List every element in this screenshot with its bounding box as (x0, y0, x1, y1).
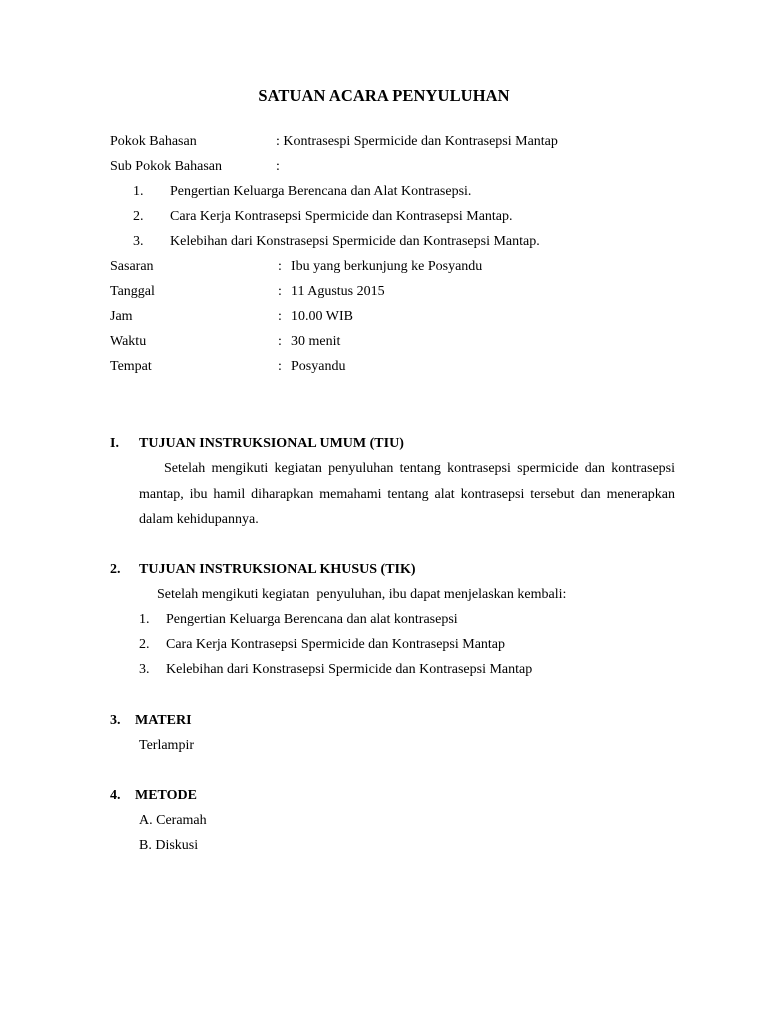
sub-item-text: Pengertian Keluarga Berencana dan Alat Kontrasepsi. (170, 184, 472, 199)
sasaran-value: Ibu yang berkunjung ke Posyandu (291, 259, 483, 274)
sub-item-text: Kelebihan dari Konstrasepsi Spermicide dan Kontrasepsi Mantap. (170, 234, 540, 249)
tempat-label: Tempat (110, 359, 152, 374)
pokok-bahasan-value: : Kontrasespi Spermicide dan Kontrasepsi Mantap (276, 134, 558, 149)
page-title: SATUAN ACARA PENYULUHAN (258, 86, 510, 105)
section-tiu-paragraph-text: Setelah mengikuti kegiatan penyuluhan tentang kontrasepsi spermicide dan kontrasepsi mantap, ibu hamil diharapkan memahami tentang alat kontrasepsi tersebut dan menerapkan dalam kehidupannya. (139, 461, 675, 527)
tanggal-value: 11 Agustus 2015 (291, 284, 385, 299)
tempat-colon: : (278, 359, 282, 374)
section-tik-number: 2. (110, 562, 121, 577)
pokok-bahasan-label: Pokok Bahasan (110, 134, 197, 149)
jam-value: 10.00 WIB (291, 309, 353, 324)
section-materi-text: Terlampir (139, 738, 194, 753)
jam-colon: : (278, 309, 282, 324)
waktu-label: Waktu (110, 334, 147, 349)
sub-pokok-bahasan-colon: : (276, 159, 280, 174)
section-metode-number: 4. (110, 788, 121, 803)
waktu-colon: : (278, 334, 282, 349)
tik-item-text: Cara Kerja Kontrasepsi Spermicide dan Kontrasepsi Mantap (166, 637, 506, 652)
tik-item-text: Kelebihan dari Konstrasepsi Spermicide dan Kontrasepsi Mantap (166, 662, 533, 677)
sub-pokok-bahasan-label: Sub Pokok Bahasan (110, 159, 222, 174)
tanggal-label: Tanggal (110, 284, 155, 299)
jam-label: Jam (110, 309, 133, 324)
section-metode-heading: METODE (135, 788, 197, 803)
section-tiu-paragraph (139, 456, 675, 533)
section-materi-number: 3. (110, 713, 121, 728)
section-materi-heading: MATERI (135, 713, 192, 728)
sub-item-number: 3. (133, 234, 144, 249)
waktu-value: 30 menit (291, 334, 341, 349)
tik-item-text: Pengertian Keluarga Berencana dan alat kontrasepsi (166, 612, 458, 627)
section-tiu-heading: TUJUAN INSTRUKSIONAL UMUM (TIU) (139, 436, 404, 451)
sub-item-text: Cara Kerja Kontrasepsi Spermicide dan Kontrasepsi Mantap. (170, 209, 513, 224)
tik-item-number: 1. (139, 612, 150, 627)
sub-item-number: 1. (133, 184, 144, 199)
tik-item-number: 2. (139, 637, 150, 652)
section-tik-heading: TUJUAN INSTRUKSIONAL KHUSUS (TIK) (139, 562, 416, 577)
sasaran-label: Sasaran (110, 259, 154, 274)
section-tiu-number: I. (110, 436, 119, 451)
tempat-value: Posyandu (291, 359, 346, 374)
sub-item-number: 2. (133, 209, 144, 224)
tik-item-number: 3. (139, 662, 150, 677)
metode-item: B. Diskusi (139, 838, 199, 853)
section-tik-intro: Setelah mengikuti kegiatan penyuluhan, ibu dapat menjelaskan kembali: (157, 587, 567, 602)
metode-item: A. Ceramah (139, 813, 207, 828)
sasaran-colon: : (278, 259, 282, 274)
tanggal-colon: : (278, 284, 282, 299)
